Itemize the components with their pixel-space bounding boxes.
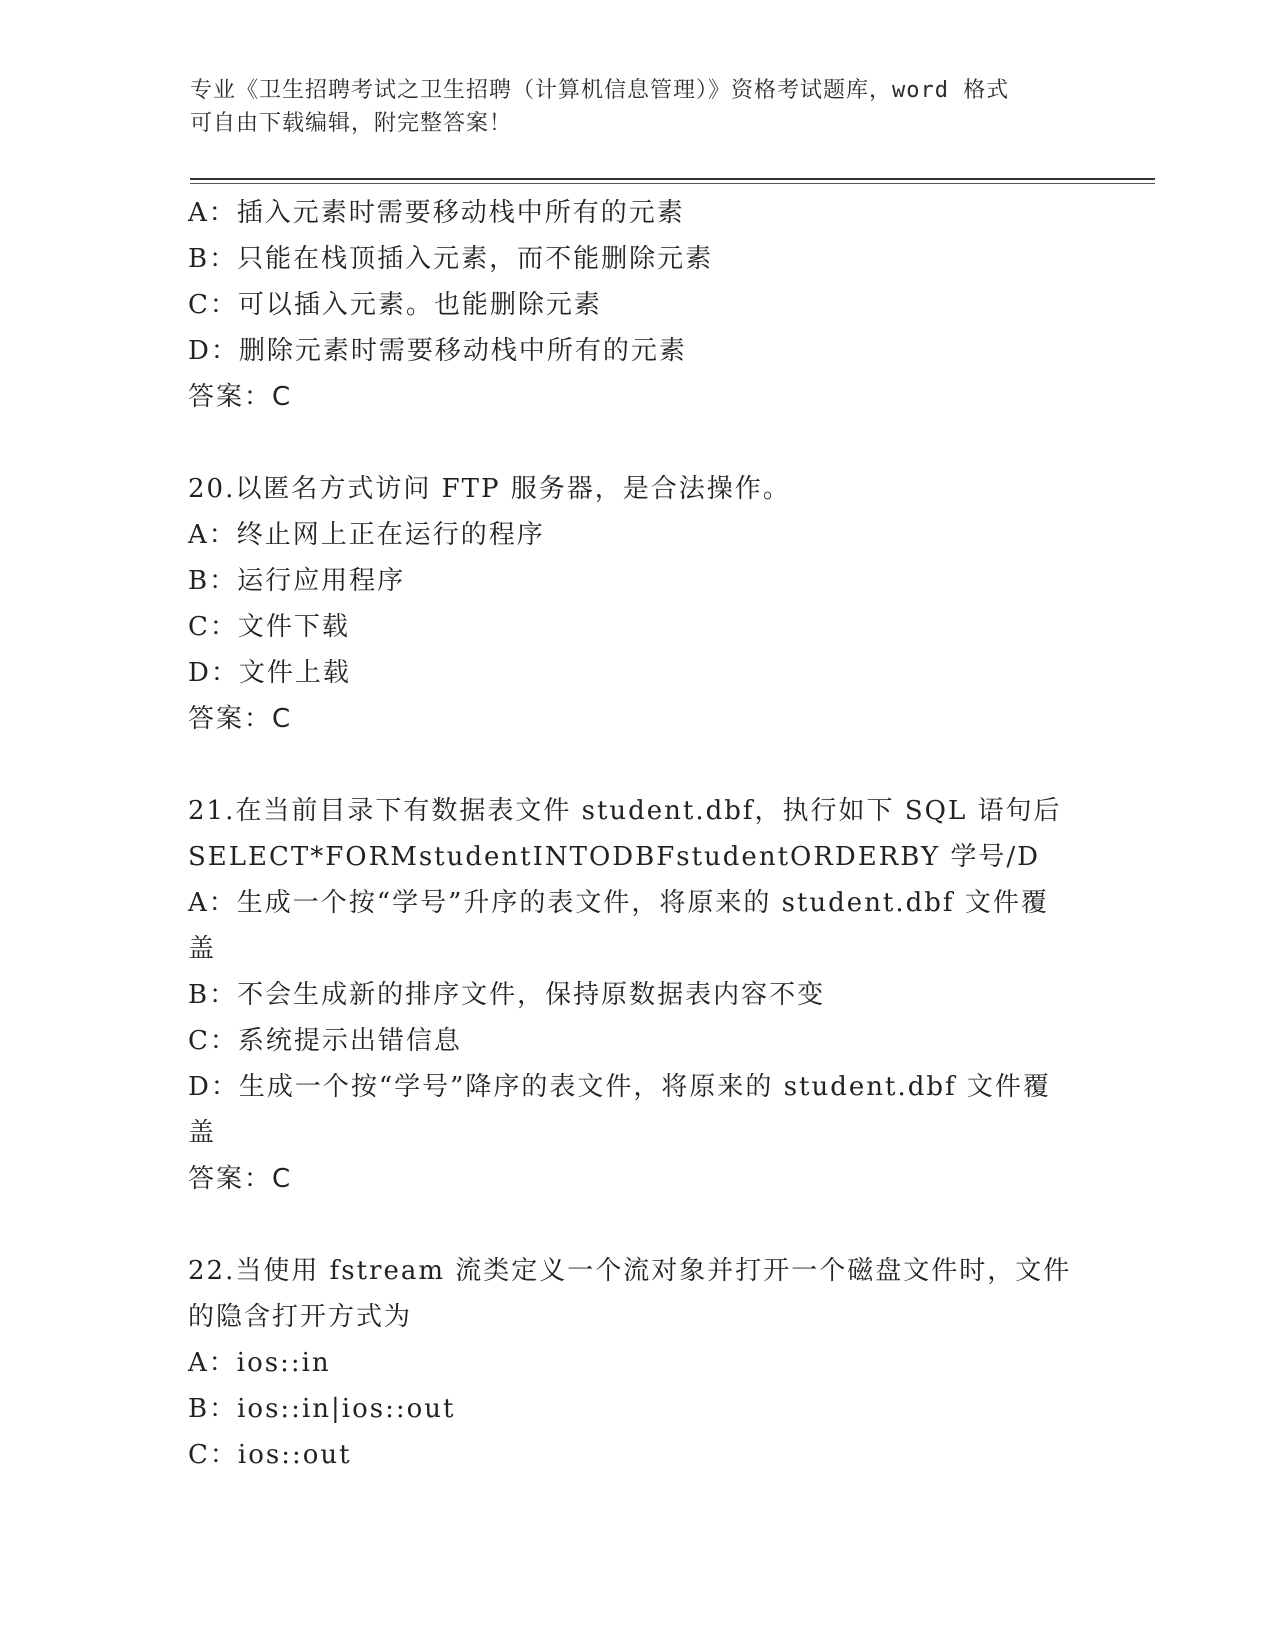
option-c: C：ios::out [188,1440,352,1470]
document-header [190,74,1090,140]
question-text-line-1: 22.当使用 fstream 流类定义一个流对象并打开一个磁盘文件时，文件 [188,1256,1072,1286]
header-divider-thick [190,178,1155,180]
option-d: D：文件上载 [188,658,351,688]
question-22-block [188,1248,1088,1478]
option-b: B：运行应用程序 [188,566,406,596]
question-text-line-2: SELECT*FORMstudentINTODBFstudentORDERBY 学号/D [188,842,1040,872]
question-20-block [188,466,1088,742]
option-d: D：删除元素时需要移动栈中所有的元素 [188,336,687,366]
spacer [188,742,1088,788]
option-a: A：插入元素时需要移动栈中所有的元素 [188,198,685,228]
question-text-line-2: 的隐含打开方式为 [188,1302,413,1332]
option-a: A：生成一个按“学号”升序的表文件，将原来的 student.dbf 文件覆 [188,888,1049,918]
header-line-1: 专业《卫生招聘考试之卫生招聘（计算机信息管理）》资格考试题库，word 格式 [190,78,1010,103]
spacer [188,1202,1088,1248]
question-21-block [188,788,1088,1202]
option-a-wrap: 盖 [188,934,217,964]
answer-line: 答案：C [188,382,293,412]
option-c: C：可以插入元素。也能删除元素 [188,290,602,320]
option-a: A：ios::in [188,1348,331,1378]
option-c: C：系统提示出错信息 [188,1026,462,1056]
option-b: B：不会生成新的排序文件，保持原数据表内容不变 [188,980,826,1010]
option-d: D：生成一个按“学号”降序的表文件，将原来的 student.dbf 文件覆 [188,1072,1051,1102]
question-19-block [188,190,1088,420]
answer-line: 答案：C [188,1164,293,1194]
answer-line: 答案：C [188,704,293,734]
spacer [188,420,1088,466]
option-c: C：文件下载 [188,612,350,642]
header-divider-thin [190,183,1155,184]
question-text: 20.以匿名方式访问 FTP 服务器，是合法操作。 [188,474,791,504]
option-d-wrap: 盖 [188,1118,217,1148]
header-line-2: 可自由下载编辑，附完整答案！ [190,111,513,136]
option-a: A：终止网上正在运行的程序 [188,520,545,550]
option-b: B：只能在栈顶插入元素，而不能删除元素 [188,244,714,274]
document-body [188,190,1088,1478]
question-text-line-1: 21.在当前目录下有数据表文件 student.dbf，执行如下 SQL 语句后 [188,796,1062,826]
option-b: B：ios::in|ios::out [188,1394,456,1424]
